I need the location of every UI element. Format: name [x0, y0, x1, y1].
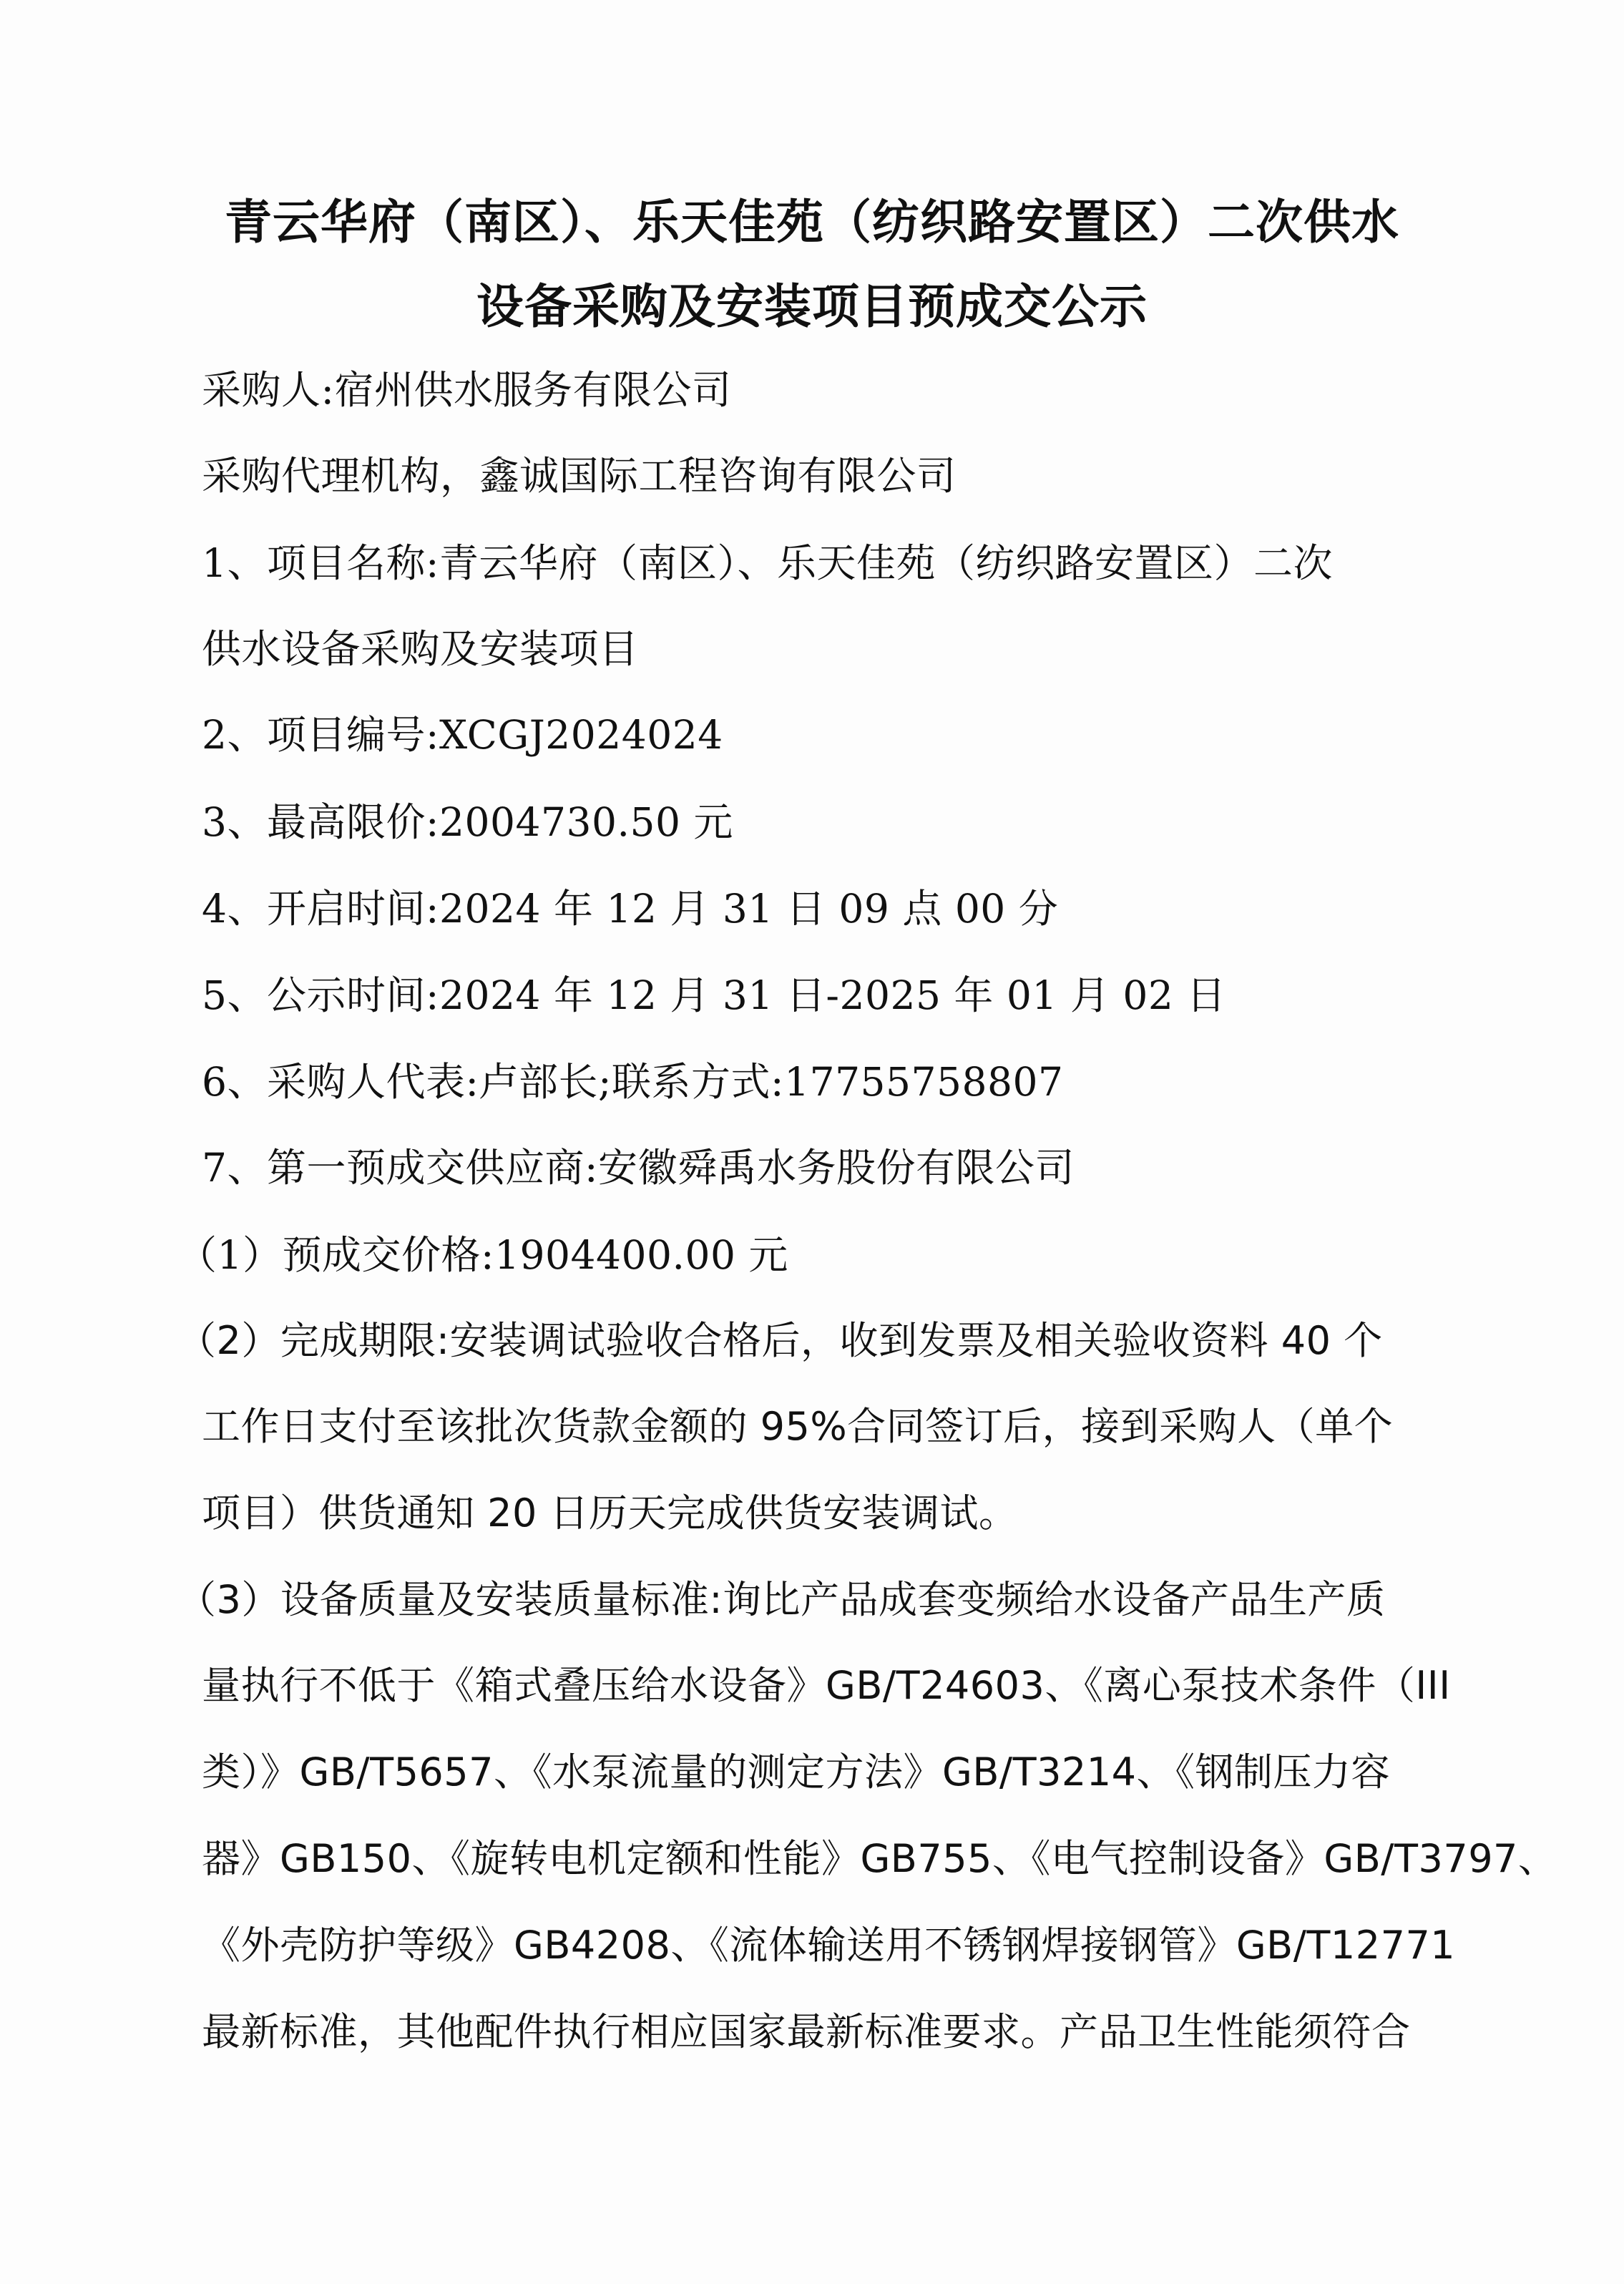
- completion-period-continued-line-2: 项目）供货通知 20 日历天完成供货安装调试。: [202, 1490, 1018, 1536]
- purchaser-line: 采购人:宿州供水服务有限公司: [202, 367, 732, 413]
- quality-standard-continued-line-1: 量执行不低于《箱式叠压给水设备》GB/T24603、《离心泵技术条件（III: [202, 1663, 1451, 1708]
- first-supplier-line: 7、第一预成交供应商:安徽舜禹水务股份有限公司: [202, 1145, 1075, 1191]
- document-title-line-2: 设备采购及安装项目预成交公示: [476, 279, 1148, 334]
- quality-standard-continued-line-2: 类）》GB/T5657、《水泵流量的测定方法》GB/T3214、《钢制压力容: [202, 1749, 1390, 1795]
- representative-contact-line: 6、采购人代表:卢部长;联系方式:17755758807: [202, 1059, 1064, 1105]
- transaction-price-line: （1）预成交价格:1904400.00 元: [177, 1232, 788, 1278]
- quality-standard-continued-line-4: 《外壳防护等级》GB4208、《流体输送用不锈钢焊接钢管》GB/T12771: [202, 1923, 1456, 1968]
- announcement-period-line: 5、公示时间:2024 年 12 月 31 日-2025 年 01 月 02 日: [202, 972, 1226, 1018]
- completion-period-line: （2）完成期限:安装调试验收合格后，收到发票及相关验收资料 40 个: [177, 1318, 1383, 1363]
- document-title-line-1: 青云华府（南区）、乐天佳苑（纺织路安置区）二次供水: [225, 195, 1399, 250]
- project-name-line: 1、项目名称:青云华府（南区）、乐天佳苑（纺织路安置区）二次: [202, 540, 1334, 586]
- completion-period-continued-line-1: 工作日支付至该批次货款金额的 95%合同签订后，接到采购人（单个: [202, 1404, 1394, 1449]
- agency-line: 采购代理机构，鑫诚国际工程咨询有限公司: [202, 453, 957, 499]
- project-number-line: 2、项目编号:XCGJ2024024: [202, 712, 723, 758]
- project-name-continued-line: 供水设备采购及安装项目: [202, 626, 639, 672]
- max-price-line: 3、最高限价:2004730.50 元: [202, 799, 733, 845]
- quality-standard-continued-line-3: 器》GB150、《旋转电机定额和性能》GB755、《电气控制设备》GB/T3797、: [202, 1836, 1557, 1881]
- quality-standard-continued-line-5: 最新标准，其他配件执行相应国家最新标准要求。产品卫生性能须符合: [202, 2009, 1411, 2054]
- quality-standard-line: （3）设备质量及安装质量标准:询比产品成套变频给水设备产品生产质: [177, 1577, 1386, 1622]
- opening-time-line: 4、开启时间:2024 年 12 月 31 日 09 点 00 分: [202, 886, 1059, 932]
